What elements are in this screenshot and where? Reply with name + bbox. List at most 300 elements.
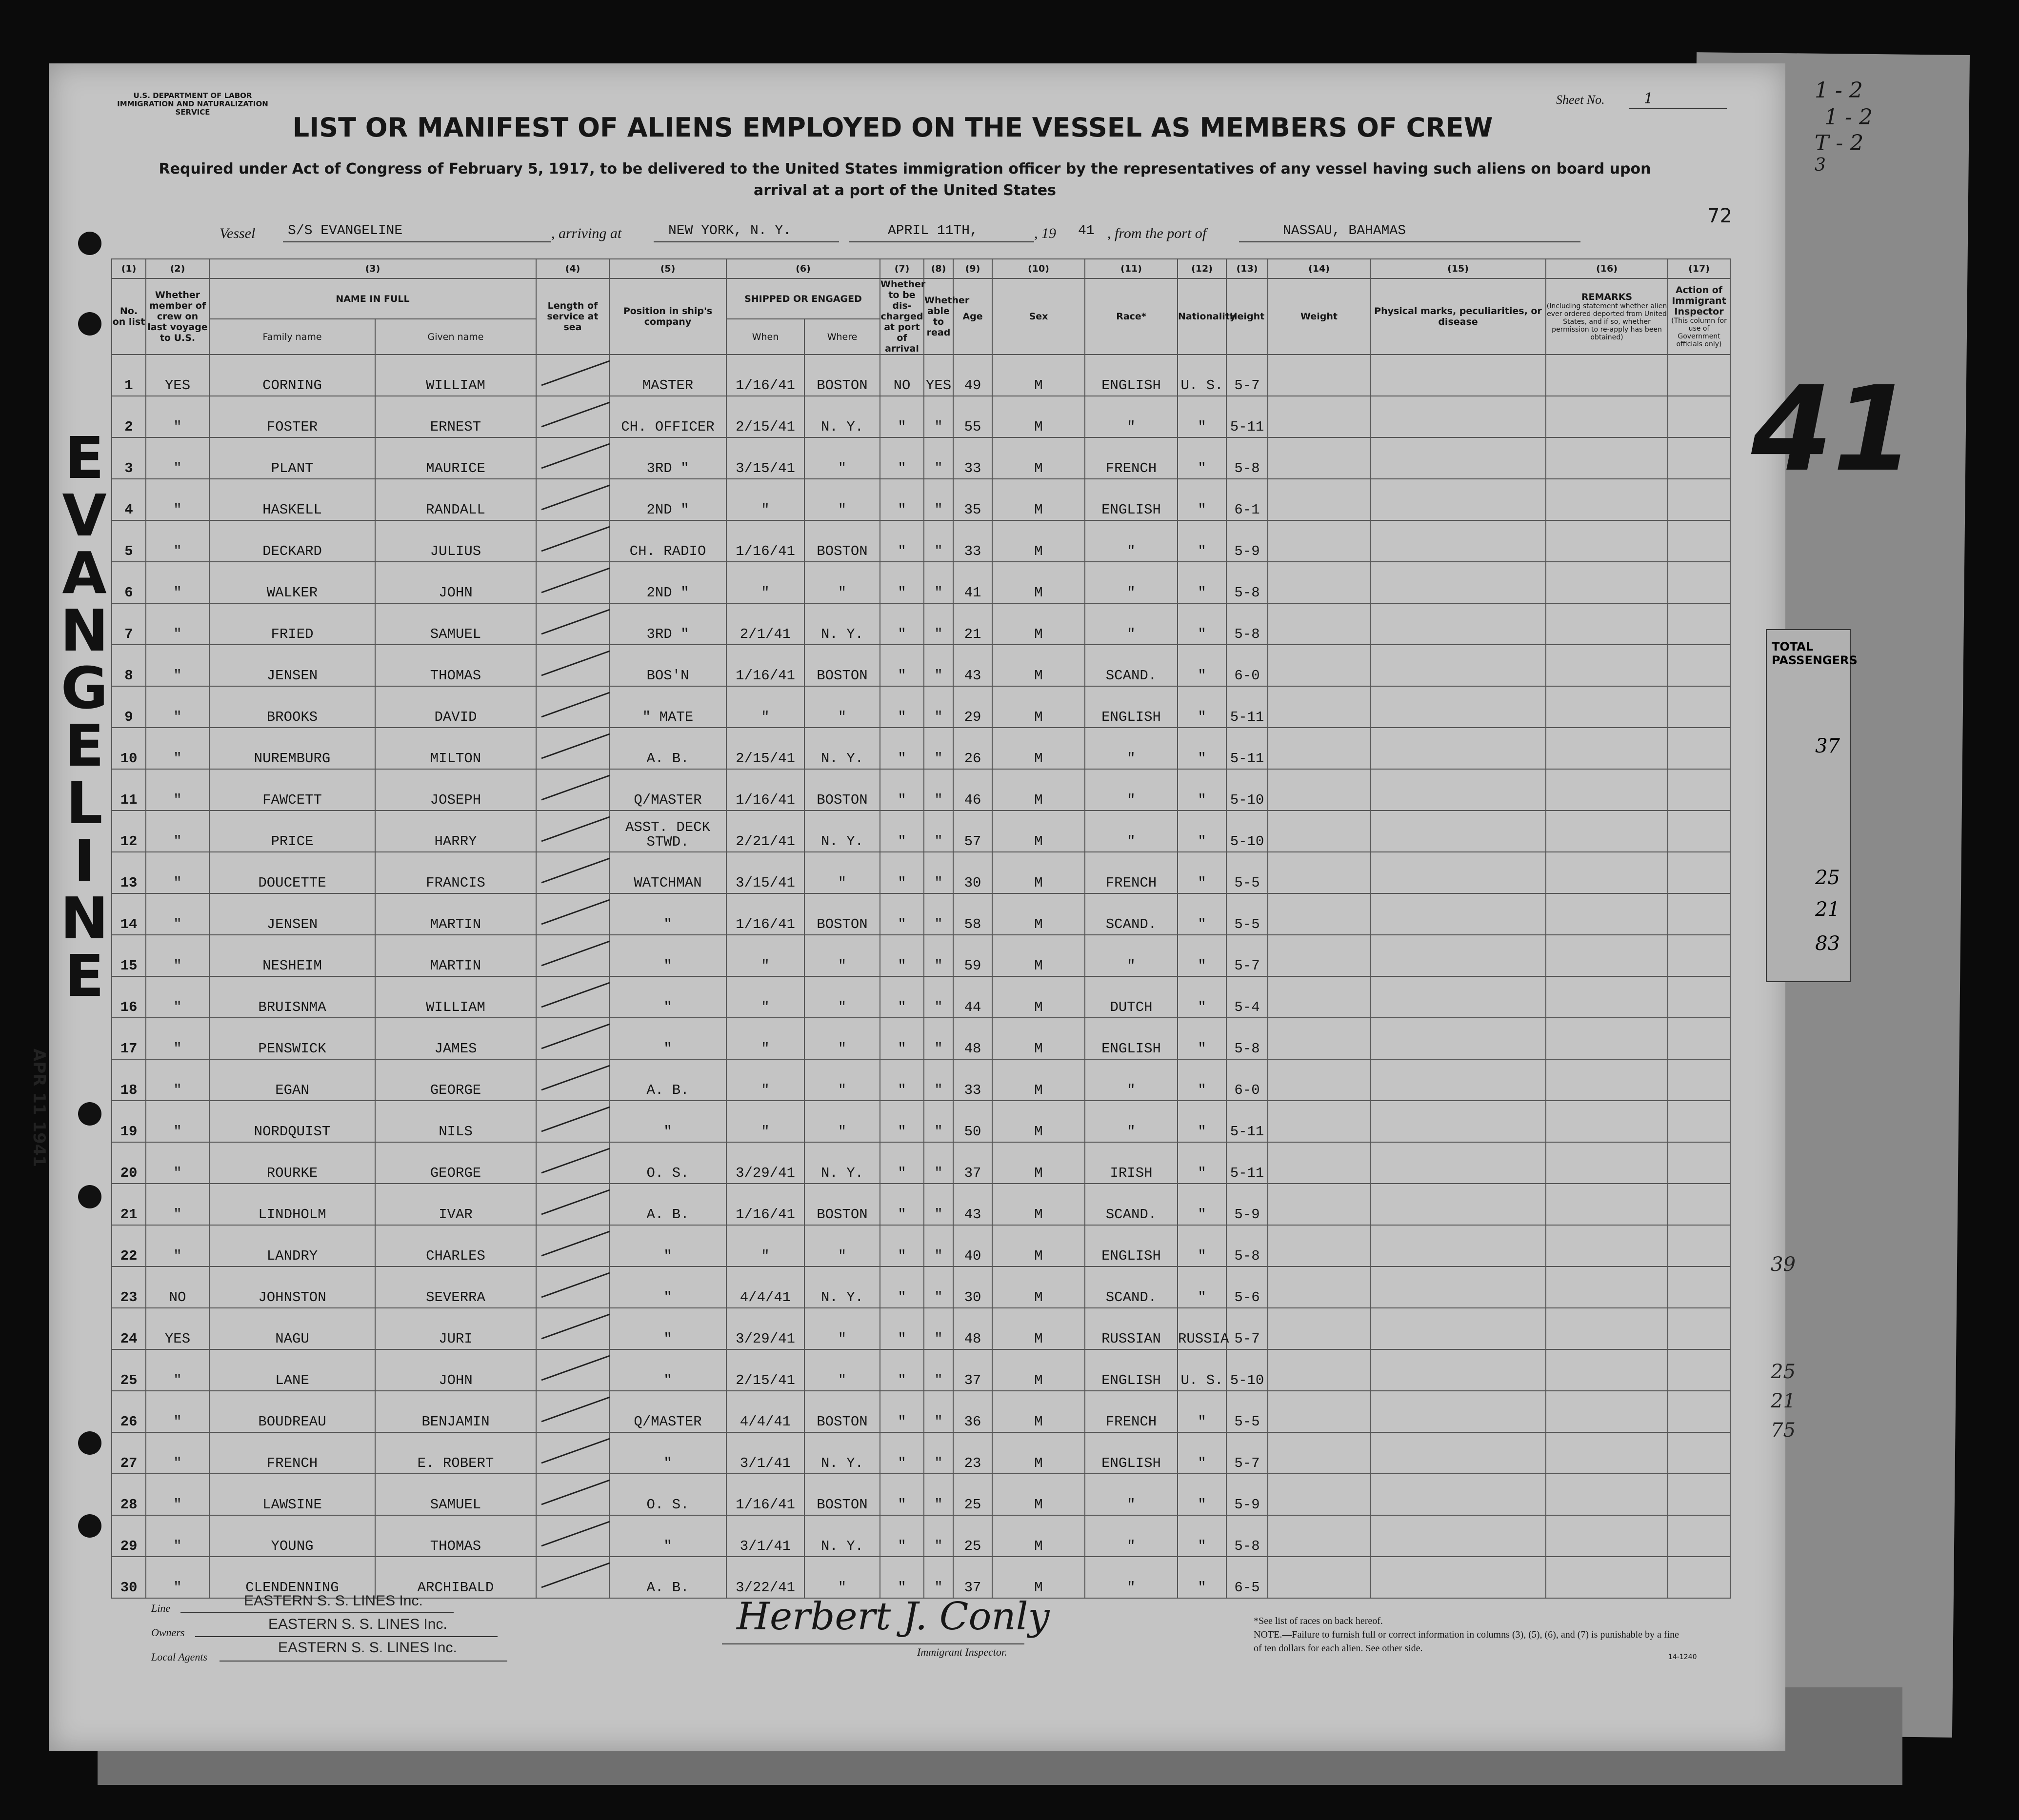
table-row: [112, 811, 1730, 852]
row-age: 21: [953, 603, 992, 645]
table-row: [112, 355, 1730, 396]
row-physical: [1370, 603, 1546, 645]
row-prev-voyage: ": [146, 1059, 209, 1101]
row-age: 48: [953, 1018, 992, 1059]
row-height: 5-8: [1226, 1018, 1268, 1059]
row-age: 36: [953, 1391, 992, 1432]
row-weight: [1268, 562, 1370, 603]
row-prev-voyage: ": [146, 1018, 209, 1059]
row-position: ": [609, 1101, 726, 1142]
row-age: 37: [953, 1142, 992, 1184]
row-where: ": [804, 1308, 880, 1349]
row-age: 46: [953, 769, 992, 811]
service-tick-mark: [537, 355, 615, 389]
row-height: 5-11: [1226, 728, 1268, 769]
row-number: 24: [112, 1308, 146, 1349]
colnum: (2): [146, 259, 209, 278]
row-action: [1668, 1349, 1730, 1391]
row-family-name: NESHEIM: [209, 935, 375, 976]
row-when: 3/15/41: [726, 437, 804, 479]
row-position: O. S.: [609, 1142, 726, 1184]
row-height: 5-7: [1226, 355, 1268, 396]
row-given-name: WILLIAM: [375, 355, 536, 396]
row-number: 4: [112, 479, 146, 520]
date-stamp: APR 11 1941: [29, 1048, 49, 1167]
header-where: Where: [804, 319, 880, 355]
row-nationality: U. S.: [1178, 1349, 1226, 1391]
row-family-name: DOUCETTE: [209, 852, 375, 893]
row-discharged: ": [880, 479, 924, 520]
row-weight: [1268, 686, 1370, 728]
punch-hole: [78, 312, 101, 336]
service-tick-mark: [537, 935, 615, 969]
row-family-name: LANE: [209, 1349, 375, 1391]
row-race: ": [1085, 562, 1178, 603]
row-length-service: [536, 1266, 609, 1308]
row-position: A. B.: [609, 1557, 726, 1598]
row-height: 5-9: [1226, 1184, 1268, 1225]
row-position: BOS'N: [609, 645, 726, 686]
row-number: 18: [112, 1059, 146, 1101]
table-row: [112, 1432, 1730, 1474]
row-sex: M: [992, 1432, 1085, 1474]
row-family-name: LAWSINE: [209, 1474, 375, 1515]
row-weight: [1268, 396, 1370, 437]
row-prev-voyage: YES: [146, 355, 209, 396]
row-length-service: [536, 728, 609, 769]
row-sex: M: [992, 1308, 1085, 1349]
row-prev-voyage: ": [146, 437, 209, 479]
remarks-subtitle: (Including statement whether alien ever ordered deported from United States, and if so, whether permission to re-apply has been obtained): [1546, 302, 1667, 341]
row-able-read: ": [924, 728, 953, 769]
row-when: ": [726, 479, 804, 520]
total-value: 83: [1815, 932, 1840, 955]
row-physical: [1370, 1391, 1546, 1432]
row-length-service: [536, 1474, 609, 1515]
row-weight: [1268, 1391, 1370, 1432]
arrival-year: 41: [1078, 223, 1095, 238]
header-name-in-full: NAME IN FULL: [209, 278, 536, 319]
row-height: 5-11: [1226, 1101, 1268, 1142]
row-number: 22: [112, 1225, 146, 1266]
margin-mark: 1 - 2: [1815, 78, 1863, 103]
colnum: (14): [1268, 259, 1370, 278]
row-where: ": [804, 686, 880, 728]
row-position: ": [609, 1018, 726, 1059]
row-length-service: [536, 645, 609, 686]
row-action: [1668, 479, 1730, 520]
row-race: SCAND.: [1085, 645, 1178, 686]
row-given-name: MAURICE: [375, 437, 536, 479]
row-action: [1668, 935, 1730, 976]
row-weight: [1268, 1059, 1370, 1101]
row-able-read: ": [924, 396, 953, 437]
row-discharged: ": [880, 1266, 924, 1308]
row-physical: [1370, 728, 1546, 769]
header-able-read: Whether able to read: [924, 278, 953, 355]
owners-stamp: EASTERN S. S. LINES Inc.: [268, 1616, 447, 1632]
header-action: [1668, 278, 1730, 355]
row-number: 21: [112, 1184, 146, 1225]
header-given-name: Given name: [375, 319, 536, 355]
row-when: ": [726, 686, 804, 728]
row-position: A. B.: [609, 1059, 726, 1101]
row-position: Q/MASTER: [609, 1391, 726, 1432]
row-length-service: [536, 355, 609, 396]
row-weight: [1268, 769, 1370, 811]
service-tick-mark: [537, 645, 615, 679]
colnum: (5): [609, 259, 726, 278]
row-nationality: ": [1178, 1142, 1226, 1184]
row-race: ENGLISH: [1085, 479, 1178, 520]
row-age: 29: [953, 686, 992, 728]
row-nationality: ": [1178, 1432, 1226, 1474]
row-when: 1/16/41: [726, 1474, 804, 1515]
row-number: 10: [112, 728, 146, 769]
row-race: ENGLISH: [1085, 1018, 1178, 1059]
row-sex: M: [992, 1349, 1085, 1391]
row-prev-voyage: ": [146, 1349, 209, 1391]
service-tick-mark: [537, 770, 615, 804]
row-number: 6: [112, 562, 146, 603]
row-weight: [1268, 479, 1370, 520]
row-given-name: ARCHIBALD: [375, 1557, 536, 1598]
row-position: CH. OFFICER: [609, 396, 726, 437]
colnum: (9): [953, 259, 992, 278]
table-row: [112, 603, 1730, 645]
row-when: 2/15/41: [726, 728, 804, 769]
row-able-read: ": [924, 562, 953, 603]
action-subtitle: (This column for use of Government officials only): [1671, 317, 1727, 348]
header-when: When: [726, 319, 804, 355]
row-nationality: ": [1178, 1266, 1226, 1308]
lower-total-value: 25: [1771, 1361, 1796, 1383]
total-value: 21: [1815, 898, 1840, 921]
row-physical: [1370, 1474, 1546, 1515]
row-action: [1668, 562, 1730, 603]
row-action: [1668, 1101, 1730, 1142]
row-physical: [1370, 1225, 1546, 1266]
row-height: 5-9: [1226, 1474, 1268, 1515]
row-action: [1668, 728, 1730, 769]
row-weight: [1268, 728, 1370, 769]
row-weight: [1268, 1432, 1370, 1474]
row-given-name: SAMUEL: [375, 603, 536, 645]
row-nationality: ": [1178, 935, 1226, 976]
row-given-name: WILLIAM: [375, 976, 536, 1018]
margin-big-number: 41: [1751, 361, 1914, 497]
row-position: ": [609, 1515, 726, 1557]
table-row: [112, 686, 1730, 728]
row-discharged: ": [880, 769, 924, 811]
row-race: ": [1085, 769, 1178, 811]
row-sex: M: [992, 1515, 1085, 1557]
service-tick-mark: [537, 438, 615, 472]
row-action: [1668, 686, 1730, 728]
row-action: [1668, 852, 1730, 893]
row-race: FRENCH: [1085, 437, 1178, 479]
row-length-service: [536, 935, 609, 976]
row-weight: [1268, 520, 1370, 562]
row-able-read: ": [924, 852, 953, 893]
row-where: BOSTON: [804, 1184, 880, 1225]
row-remarks: [1546, 852, 1668, 893]
row-remarks: [1546, 1018, 1668, 1059]
row-given-name: HARRY: [375, 811, 536, 852]
service-tick-mark: [537, 604, 615, 638]
row-able-read: ": [924, 1515, 953, 1557]
row-physical: [1370, 935, 1546, 976]
row-nationality: ": [1178, 1225, 1226, 1266]
table-row: [112, 1059, 1730, 1101]
row-height: 6-5: [1226, 1557, 1268, 1598]
row-where: ": [804, 1059, 880, 1101]
service-tick-mark: [537, 1433, 615, 1467]
row-action: [1668, 976, 1730, 1018]
row-family-name: PENSWICK: [209, 1018, 375, 1059]
row-prev-voyage: ": [146, 769, 209, 811]
header-shipped: SHIPPED OR ENGAGED: [726, 278, 880, 319]
table-row: [112, 1018, 1730, 1059]
table-row: [112, 976, 1730, 1018]
row-age: 35: [953, 479, 992, 520]
row-weight: [1268, 1266, 1370, 1308]
row-prev-voyage: ": [146, 728, 209, 769]
row-given-name: JOSEPH: [375, 769, 536, 811]
row-physical: [1370, 437, 1546, 479]
row-able-read: ": [924, 1184, 953, 1225]
row-length-service: [536, 562, 609, 603]
row-height: 5-7: [1226, 1432, 1268, 1474]
row-able-read: ": [924, 479, 953, 520]
row-action: [1668, 520, 1730, 562]
vessel-label: Vessel: [220, 225, 256, 241]
row-given-name: IVAR: [375, 1184, 536, 1225]
from-port: NASSAU, BAHAMAS: [1283, 223, 1406, 238]
table-row: [112, 1184, 1730, 1225]
row-remarks: [1546, 1101, 1668, 1142]
row-weight: [1268, 1142, 1370, 1184]
row-number: 23: [112, 1266, 146, 1308]
row-number: 30: [112, 1557, 146, 1598]
row-weight: [1268, 935, 1370, 976]
row-where: N. Y.: [804, 603, 880, 645]
row-remarks: [1546, 520, 1668, 562]
table-row: [112, 1515, 1730, 1557]
row-discharged: ": [880, 1557, 924, 1598]
row-sex: M: [992, 396, 1085, 437]
row-race: FRENCH: [1085, 852, 1178, 893]
row-when: 3/15/41: [726, 852, 804, 893]
row-discharged: ": [880, 893, 924, 935]
page-number: 72: [1707, 205, 1732, 227]
row-age: 30: [953, 852, 992, 893]
row-prev-voyage: ": [146, 1142, 209, 1184]
colnum: (3): [209, 259, 536, 278]
row-action: [1668, 1018, 1730, 1059]
row-able-read: ": [924, 686, 953, 728]
row-given-name: JOHN: [375, 562, 536, 603]
row-race: DUTCH: [1085, 976, 1178, 1018]
row-where: ": [804, 1018, 880, 1059]
table-row: [112, 1101, 1730, 1142]
row-sex: M: [992, 645, 1085, 686]
row-height: 5-10: [1226, 1349, 1268, 1391]
row-remarks: [1546, 1391, 1668, 1432]
row-age: 55: [953, 396, 992, 437]
row-height: 5-6: [1226, 1266, 1268, 1308]
row-discharged: ": [880, 396, 924, 437]
row-sex: M: [992, 935, 1085, 976]
row-sex: M: [992, 852, 1085, 893]
row-where: N. Y.: [804, 396, 880, 437]
header-physical: Physical marks, peculiarities, or disease: [1370, 278, 1546, 355]
row-position: ASST. DECK STWD.: [609, 811, 726, 852]
line-stamp: EASTERN S. S. LINES Inc.: [244, 1593, 423, 1609]
row-given-name: ERNEST: [375, 396, 536, 437]
row-length-service: [536, 1142, 609, 1184]
row-prev-voyage: ": [146, 976, 209, 1018]
row-physical: [1370, 1308, 1546, 1349]
row-able-read: ": [924, 1432, 953, 1474]
margin-mark: 3: [1815, 155, 1826, 175]
row-discharged: ": [880, 935, 924, 976]
row-discharged: ": [880, 1432, 924, 1474]
margin-mark: 1 - 2: [1824, 105, 1873, 130]
service-tick-mark: [537, 852, 615, 887]
row-given-name: THOMAS: [375, 645, 536, 686]
row-position: ": [609, 1432, 726, 1474]
row-family-name: PLANT: [209, 437, 375, 479]
row-family-name: EGAN: [209, 1059, 375, 1101]
row-number: 20: [112, 1142, 146, 1184]
row-age: 40: [953, 1225, 992, 1266]
colnum: (7): [880, 259, 924, 278]
service-tick-mark: [537, 396, 615, 431]
service-tick-mark: [537, 1101, 615, 1135]
row-position: O. S.: [609, 1474, 726, 1515]
row-height: 5-5: [1226, 1391, 1268, 1432]
service-tick-mark: [537, 1143, 615, 1177]
row-prev-voyage: ": [146, 852, 209, 893]
row-physical: [1370, 893, 1546, 935]
row-when: 2/15/41: [726, 1349, 804, 1391]
row-sex: M: [992, 1266, 1085, 1308]
row-action: [1668, 1225, 1730, 1266]
row-number: 3: [112, 437, 146, 479]
row-nationality: ": [1178, 603, 1226, 645]
row-physical: [1370, 562, 1546, 603]
row-able-read: ": [924, 1018, 953, 1059]
row-when: 1/16/41: [726, 893, 804, 935]
row-family-name: FOSTER: [209, 396, 375, 437]
colnum: (11): [1085, 259, 1178, 278]
row-number: 14: [112, 893, 146, 935]
header-family-name: Family name: [209, 319, 375, 355]
page-title: LIST OR MANIFEST OF ALIENS EMPLOYED ON THE VESSEL AS MEMBERS OF CREW: [292, 112, 1493, 143]
row-height: 5-10: [1226, 811, 1268, 852]
row-physical: [1370, 645, 1546, 686]
row-remarks: [1546, 769, 1668, 811]
table-row: [112, 562, 1730, 603]
row-nationality: ": [1178, 1018, 1226, 1059]
row-remarks: [1546, 437, 1668, 479]
action-title: Action of Immigrant Inspector: [1672, 285, 1726, 317]
row-race: ": [1085, 603, 1178, 645]
row-race: ": [1085, 811, 1178, 852]
row-length-service: [536, 1184, 609, 1225]
row-remarks: [1546, 603, 1668, 645]
row-when: ": [726, 562, 804, 603]
service-tick-mark: [537, 811, 615, 845]
row-discharged: ": [880, 1474, 924, 1515]
row-where: BOSTON: [804, 355, 880, 396]
row-where: N. Y.: [804, 1432, 880, 1474]
row-able-read: ": [924, 520, 953, 562]
row-physical: [1370, 811, 1546, 852]
row-where: N. Y.: [804, 811, 880, 852]
row-where: ": [804, 1225, 880, 1266]
row-remarks: [1546, 976, 1668, 1018]
service-tick-mark: [537, 479, 615, 514]
row-weight: [1268, 811, 1370, 852]
row-position: A. B.: [609, 1184, 726, 1225]
row-height: 5-5: [1226, 852, 1268, 893]
row-where: BOSTON: [804, 1391, 880, 1432]
page-subtitle: Required under Act of Congress of February 5, 1917, to be delivered to the United States immigration officer by the representatives of any vessel having such aliens on board upon arrival at a port of the United States: [159, 160, 1651, 199]
row-prev-voyage: ": [146, 396, 209, 437]
row-sex: M: [992, 1142, 1085, 1184]
row-family-name: JENSEN: [209, 893, 375, 935]
row-discharged: ": [880, 976, 924, 1018]
row-sex: M: [992, 1225, 1085, 1266]
row-age: 33: [953, 520, 992, 562]
row-position: Q/MASTER: [609, 769, 726, 811]
colnum: (8): [924, 259, 953, 278]
row-discharged: ": [880, 437, 924, 479]
row-number: 27: [112, 1432, 146, 1474]
row-when: ": [726, 935, 804, 976]
row-age: 33: [953, 437, 992, 479]
row-number: 15: [112, 935, 146, 976]
row-nationality: ": [1178, 479, 1226, 520]
row-discharged: ": [880, 1349, 924, 1391]
row-discharged: ": [880, 1391, 924, 1432]
row-sex: M: [992, 520, 1085, 562]
row-race: ": [1085, 1474, 1178, 1515]
row-physical: [1370, 769, 1546, 811]
row-age: 23: [953, 1432, 992, 1474]
row-nationality: ": [1178, 437, 1226, 479]
row-where: ": [804, 852, 880, 893]
service-tick-mark: [537, 1350, 615, 1384]
service-tick-mark: [537, 1184, 615, 1218]
row-able-read: ": [924, 1474, 953, 1515]
row-race: ": [1085, 935, 1178, 976]
row-nationality: ": [1178, 562, 1226, 603]
colnum: (6): [726, 259, 880, 278]
inspector-label: Immigrant Inspector.: [917, 1646, 1007, 1658]
agents-label: Local Agents: [151, 1651, 208, 1663]
row-where: ": [804, 562, 880, 603]
header-no-on-list: No. on list: [112, 278, 146, 355]
row-action: [1668, 437, 1730, 479]
row-action: [1668, 603, 1730, 645]
row-race: ": [1085, 1557, 1178, 1598]
colnum: (1): [112, 259, 146, 278]
service-tick-mark: [537, 1516, 615, 1550]
totals-header: TOTAL PASSENGERS: [1772, 640, 1858, 667]
